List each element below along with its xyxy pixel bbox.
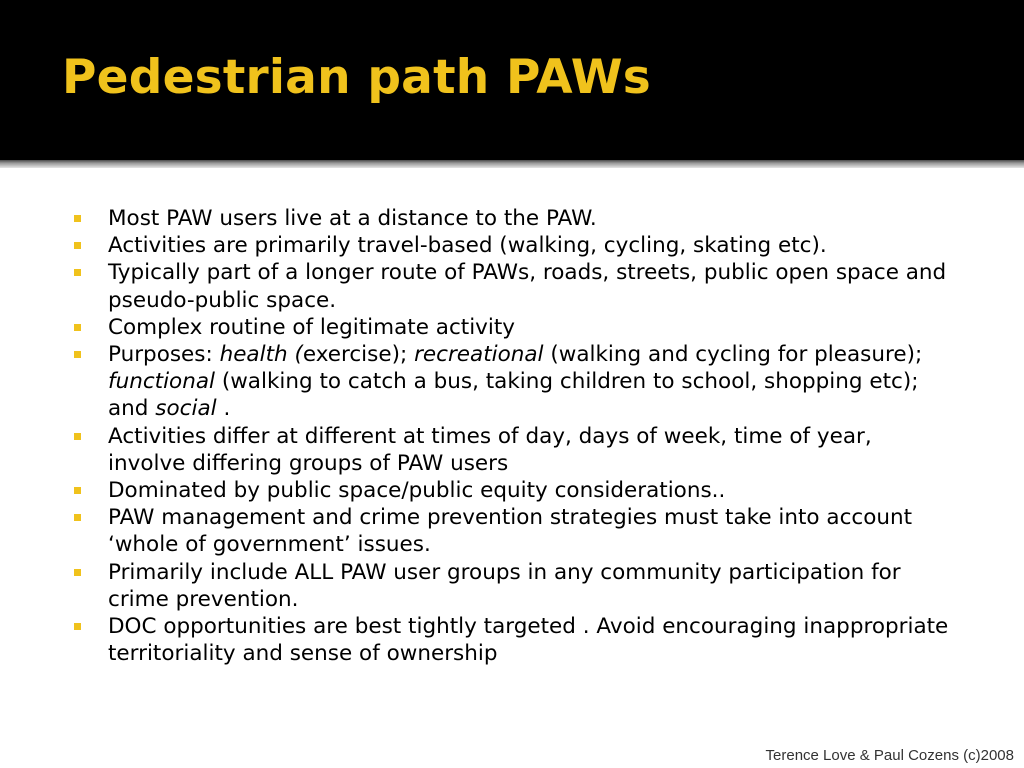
- bullet-text: Typically part of a longer route of PAWs, roads, streets, public open space and pseudo-public space.: [108, 260, 947, 313]
- bullet-item: [72, 613, 952, 667]
- bullet-item: [72, 232, 952, 259]
- square-bullet-icon: [74, 433, 81, 440]
- bullet-item: [72, 477, 952, 504]
- square-bullet-icon: [74, 623, 81, 630]
- bullet-text: Most PAW users live at a distance to the PAW.: [108, 206, 597, 231]
- bullet-emphasis-social: social: [155, 396, 217, 422]
- square-bullet-icon: [74, 242, 81, 249]
- square-bullet-icon: [74, 351, 81, 358]
- bullet-text: Primarily include ALL PAW user groups in any community participation for crime prevention.: [108, 559, 901, 612]
- bullet-text: Activities differ at different at times of day, days of week, time of year, involve differing groups of PAW users: [108, 423, 872, 476]
- bullet-emphasis-functional: functional: [108, 369, 215, 395]
- bullet-item: [72, 423, 952, 477]
- bullet-item-purposes: [72, 341, 952, 423]
- square-bullet-icon: [74, 215, 81, 222]
- square-bullet-icon: [74, 269, 81, 276]
- square-bullet-icon: [74, 514, 81, 521]
- bullet-item: [72, 259, 952, 313]
- footer-credit: Terence Love & Paul Cozens (c)2008: [765, 747, 1014, 764]
- title-divider: [0, 160, 1024, 168]
- bullet-list: [72, 205, 952, 667]
- bullet-text-segment: (walking and cycling for pleasure);: [543, 342, 923, 368]
- bullet-emphasis-health: health (: [219, 342, 303, 368]
- square-bullet-icon: [74, 487, 81, 494]
- bullet-text-segment: Purposes:: [108, 342, 220, 368]
- bullet-text: Activities are primarily travel-based (walking, cycling, skating etc).: [108, 233, 827, 259]
- square-bullet-icon: [74, 569, 81, 576]
- bullet-item: [72, 559, 952, 613]
- bullet-text: Complex routine of legitimate activity: [108, 314, 516, 340]
- slide-title: Pedestrian path PAWs: [62, 50, 651, 105]
- bullet-text: DOC opportunities are best tightly targeted . Avoid encouraging inappropriate territoriality and sense of ownership: [108, 614, 949, 667]
- bullet-item: [72, 205, 952, 232]
- bullet-item: [72, 314, 952, 341]
- bullet-text: Dominated by public space/public equity considerations..: [108, 478, 726, 504]
- bullet-text: PAW management and crime prevention strategies must take into account ‘whole of government’ issues.: [108, 505, 913, 558]
- square-bullet-icon: [74, 324, 81, 331]
- bullet-text-segment: .: [216, 396, 231, 422]
- bullet-emphasis-recreational: recreational: [414, 342, 544, 368]
- bullet-text-segment: (walking to catch a bus, taking children to school, shopping etc); and: [108, 369, 919, 422]
- bullet-item: [72, 504, 952, 558]
- bullet-text-segment: exercise);: [302, 342, 415, 368]
